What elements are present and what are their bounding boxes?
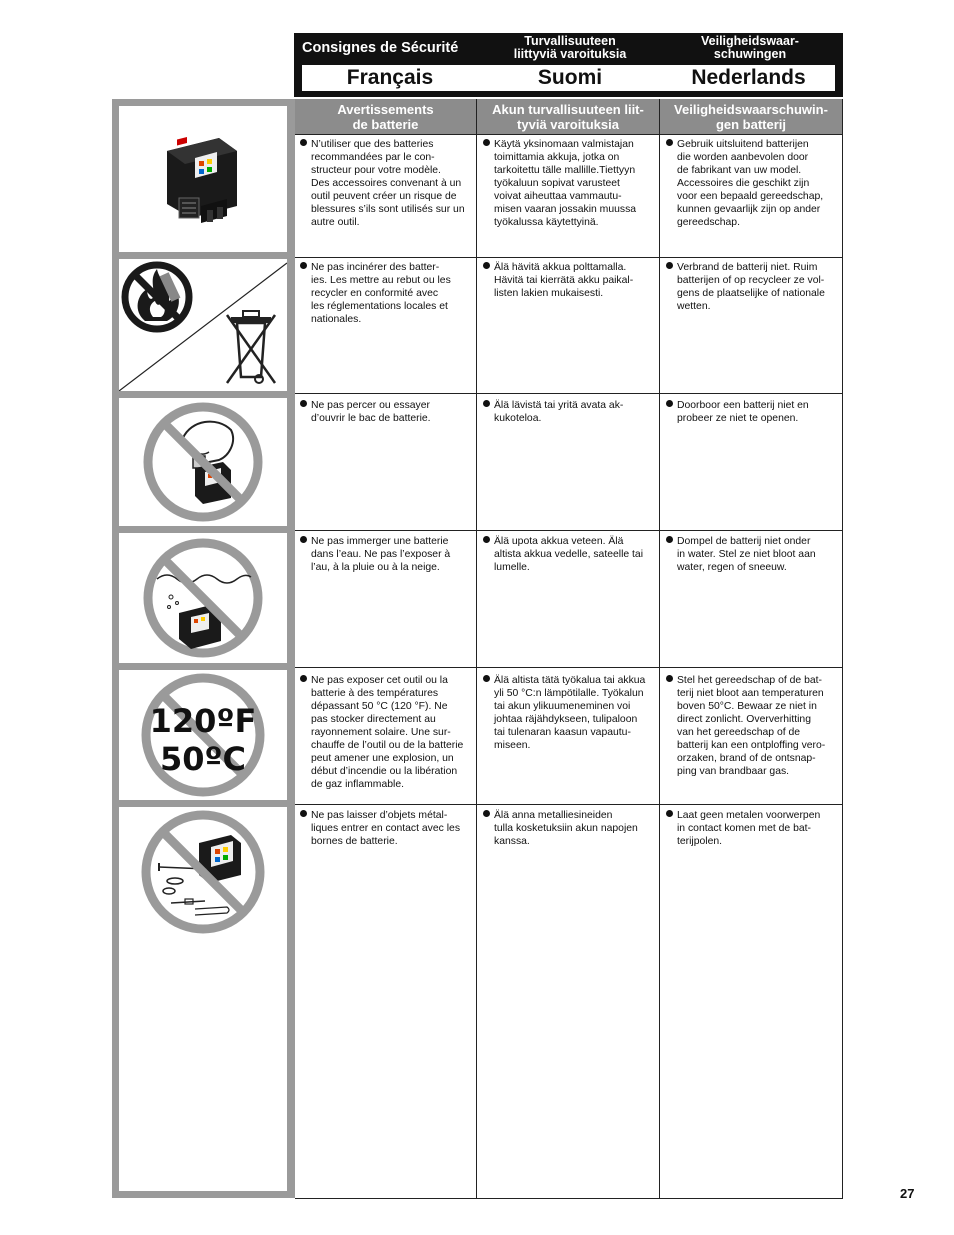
bullet-icon bbox=[666, 675, 673, 682]
warning-cell-nl: Doorboor een batterij niet en probeer ze niet te openen. bbox=[666, 399, 840, 425]
no-metal-contact-icon bbox=[119, 807, 287, 947]
no-heat-illustration bbox=[119, 670, 287, 800]
section-header bbox=[294, 33, 843, 97]
warning-cell-fr: Ne pas incinérer des batter- ies. Les mettre au rebut ou les recycler en conformité avec les réglementations locales et nationales. bbox=[300, 261, 474, 326]
language-nl: Nederlands bbox=[691, 66, 806, 89]
warning-cell-fr: N’utiliser que des batteries recommandées par le con- structeur pour votre modèle. Des accessoires convenant à un outil peuvent créer un risque de blessures s’ils sont utilisés sur un autre outil. bbox=[300, 138, 474, 229]
warning-cell-nl: Laat geen metalen voorwerpen in contact komen met de bat- terijpolen. bbox=[666, 809, 840, 848]
grid-line bbox=[659, 99, 660, 1199]
warning-cell-fi: Älä hävitä akkua polttamalla. Hävitä tai kierrätä akku paikal- listen lakien mukaisesti. bbox=[483, 261, 657, 300]
battery-icon bbox=[119, 106, 287, 252]
illustration-column bbox=[112, 99, 295, 1198]
no-metal-illustration bbox=[119, 807, 287, 1191]
bullet-icon bbox=[483, 810, 490, 817]
bullet-icon bbox=[666, 810, 673, 817]
bullet-icon bbox=[666, 536, 673, 543]
header-title-nl: Veiligheidswaar- schuwingen bbox=[701, 34, 799, 61]
grid-line bbox=[295, 393, 843, 394]
bullet-icon bbox=[666, 262, 673, 269]
no-heat-icon bbox=[119, 670, 287, 800]
page-number: 27 bbox=[900, 1186, 915, 1201]
bullet-icon bbox=[300, 262, 307, 269]
heat-celsius-label: 50ºC bbox=[159, 740, 247, 778]
bullet-icon bbox=[666, 139, 673, 146]
warning-cell-nl: Gebruik uitsluitend batterijen die worden aanbevolen door de fabrikant van uw model. Accessoires die geschikt zijn voor een bepaald gereedschap, kunnen gevaarlijk zijn op ander gereedschap. bbox=[666, 138, 840, 229]
no-incinerate-illustration bbox=[119, 259, 287, 391]
warning-cell-fr: Ne pas percer ou essayer d’ouvrir le bac de batterie. bbox=[300, 399, 474, 425]
language-bar bbox=[302, 65, 835, 91]
bullet-icon bbox=[666, 400, 673, 407]
no-fire-recycle-icon bbox=[119, 259, 287, 391]
warning-cell-fi: Älä upota akkua veteen. Älä altista akkua vedelle, sateelle tai lumelle. bbox=[483, 535, 657, 574]
crossed-bin-icon bbox=[227, 311, 275, 383]
grid-line bbox=[295, 804, 843, 805]
bullet-icon bbox=[300, 536, 307, 543]
no-water-icon bbox=[119, 533, 287, 663]
no-fire-icon bbox=[125, 265, 189, 329]
grid-line bbox=[295, 667, 843, 668]
bullet-icon bbox=[483, 400, 490, 407]
column-header-fr: Avertissements de batterie bbox=[295, 99, 476, 134]
no-puncture-icon bbox=[119, 398, 287, 526]
bullet-icon bbox=[300, 675, 307, 682]
language-fr: Français bbox=[346, 66, 434, 89]
warning-cell-fi: Älä altista tätä työkalua tai akkua yli 50 °C:n lämpötilalle. Työkalun tai akun ylikuumeneminen voi johtaa räjähdykseen, tulipaloon tai tulenaran kaasun vapautu- miseen. bbox=[483, 674, 657, 752]
warning-cell-nl: Dompel de batterij niet onder in water. Stel ze niet bloot aan water, regen of sneeuw. bbox=[666, 535, 840, 574]
bullet-icon bbox=[300, 400, 307, 407]
header-title-fr: Consignes de Sécurité bbox=[302, 40, 459, 56]
warning-cell-nl: Stel het gereedschap of de bat- terij niet bloot aan temperaturen boven 50°C. Bewaar ze niet in direct zonlicht. Oververhitting van het gereedschap of de batterij kan een ontploffing vero- orzaken, brand of de ontsnap- ping van brandbaar gas. bbox=[666, 674, 840, 778]
grid-line bbox=[295, 257, 843, 258]
no-water-illustration bbox=[119, 533, 287, 663]
grid-line bbox=[476, 99, 477, 1199]
language-fi: Suomi bbox=[537, 66, 603, 89]
warning-cell-fi: Älä anna metalliesineiden tulla kosketuksiin akun napojen kanssa. bbox=[483, 809, 657, 848]
column-header-nl: Veiligheidswaarschuwin- gen batterij bbox=[660, 99, 842, 134]
grid-line bbox=[842, 99, 843, 1199]
column-header-fi: Akun turvallisuuteen liit- tyviä varoituksia bbox=[477, 99, 659, 134]
grid-line bbox=[295, 1198, 843, 1199]
bullet-icon bbox=[300, 139, 307, 146]
bullet-icon bbox=[483, 675, 490, 682]
warning-cell-nl: Verbrand de batterij niet. Ruim batterijen of op recycleer ze vol- gens de plaatselijke of nationale wetten. bbox=[666, 261, 840, 313]
grid-line bbox=[295, 134, 843, 135]
header-title-fi: Turvallisuuteen liittyviä varoituksia bbox=[513, 34, 627, 61]
warning-cell-fi: Käytä yksinomaan valmistajan toimittamia akkuja, jotka on tarkoitettu tälle mallille.Tiettyyn työkaluun sopivat varusteet voivat aiheuttaa vammautu- misen vaaran jossakin muussa työkalussa käytettyinä. bbox=[483, 138, 657, 229]
bullet-icon bbox=[300, 810, 307, 817]
heat-fahrenheit-label: 120ºF bbox=[149, 702, 257, 740]
bullet-icon bbox=[483, 262, 490, 269]
grid-line bbox=[295, 530, 843, 531]
warning-cell-fr: Ne pas laisser d’objets métal- liques entrer en contact avec les bornes de batterie. bbox=[300, 809, 474, 848]
bullet-icon bbox=[483, 139, 490, 146]
bullet-icon bbox=[483, 536, 490, 543]
no-puncture-illustration bbox=[119, 398, 287, 526]
warning-cell-fr: Ne pas exposer cet outil ou la batterie à des températures dépassant 50 °C (120 °F). Ne pas stocker directement au rayonnement solaire. Une sur- chauffe de l’outil ou de la batterie peut amener une explosion, un début d’incendie ou la libération de gaz inflammable. bbox=[300, 674, 474, 791]
battery-illustration bbox=[119, 106, 287, 252]
warning-cell-fr: Ne pas immerger une batterie dans l’eau. Ne pas l’exposer à l’au, à la pluie ou à la neige. bbox=[300, 535, 474, 574]
warning-cell-fi: Älä lävistä tai yritä avata ak- kukoteloa. bbox=[483, 399, 657, 425]
